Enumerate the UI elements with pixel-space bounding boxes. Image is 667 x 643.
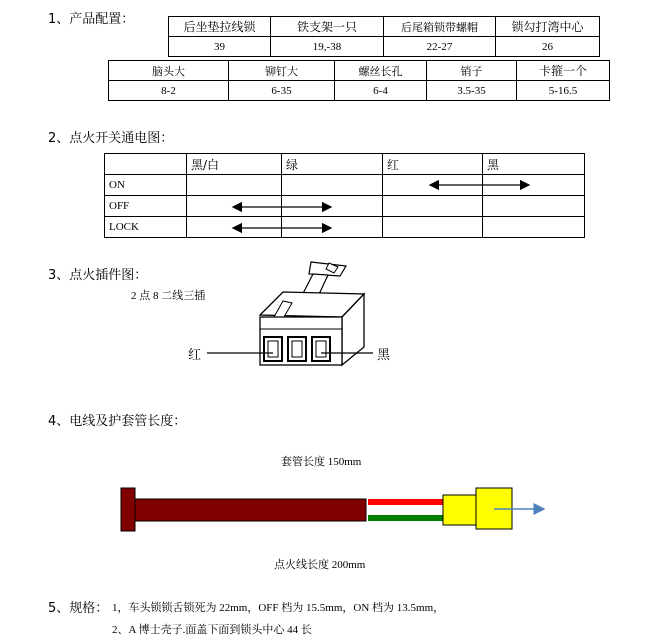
- table-b-value: 3.5-35: [427, 81, 517, 101]
- connector-label-black: 黑: [377, 348, 391, 363]
- connector-subtitle: 2 点 8 二线三插: [131, 290, 206, 302]
- table-b-header: 铆钉大: [229, 61, 335, 81]
- table-a-value: 19,-38: [271, 37, 384, 57]
- table-a-header: 后坐垫拉线锁: [169, 17, 271, 37]
- table-b-value: 8-2: [109, 81, 229, 101]
- wire-length-label: 点火线长度 200mm: [274, 559, 366, 571]
- sleeve-length-label: 套管长度 150mm: [281, 456, 362, 468]
- table-b-value: 6-4: [335, 81, 427, 101]
- table-b-value: 5-16.5: [517, 81, 610, 101]
- spec-line-1: 1，车头锁锁舌锁死为 22mm，OFF 档为 15.5mm，ON 档为 13.5mm，: [112, 602, 445, 614]
- table-a-header: 后尾箱锁带螺帽: [384, 17, 496, 37]
- table-a-value: 39: [169, 37, 271, 57]
- switch-col-header: 黑: [483, 154, 585, 175]
- table-b-header: 脑头大: [109, 61, 229, 81]
- switch-col-header: 黑/白: [187, 154, 282, 175]
- connector-diagram: [180, 255, 440, 380]
- table-a-value: 22-27: [384, 37, 496, 57]
- table-b-header: 卡箍一个: [517, 61, 610, 81]
- table-b-value: 6-35: [229, 81, 335, 101]
- section5-heading: 5、规格：: [48, 601, 109, 616]
- switch-col-header: 红: [383, 154, 483, 175]
- section2-heading: 2、点火开关通电图：: [48, 131, 174, 146]
- switch-row-label: OFF: [105, 196, 187, 217]
- table-a-header: 锁勾打湾中心: [496, 17, 600, 37]
- green-wire: [368, 515, 443, 521]
- plug-yellow-small: [443, 495, 476, 525]
- table-b-header: 销子: [427, 61, 517, 81]
- section1-heading: 1、产品配置：: [48, 12, 135, 27]
- protective-sleeve: [135, 499, 366, 521]
- switch-row-label: ON: [105, 175, 187, 196]
- section3-heading: 3、点火插件图：: [48, 268, 148, 283]
- switch-col-header: 绿: [282, 154, 383, 175]
- wire-diagram: [0, 480, 667, 540]
- sleeve-end-cap: [121, 488, 135, 531]
- connector-label-red: 红: [188, 348, 202, 363]
- spec-line-2: 2、A 博士壳子.面盖下面到锁头中心 44 长: [112, 624, 312, 636]
- red-wire: [368, 499, 443, 505]
- section4-heading: 4、电线及护套管长度：: [48, 414, 187, 429]
- table-a-header: 铁支架一只: [271, 17, 384, 37]
- switch-row-label: LOCK: [105, 217, 187, 238]
- table-b-header: 螺丝长孔: [335, 61, 427, 81]
- table-a-value: 26: [496, 37, 600, 57]
